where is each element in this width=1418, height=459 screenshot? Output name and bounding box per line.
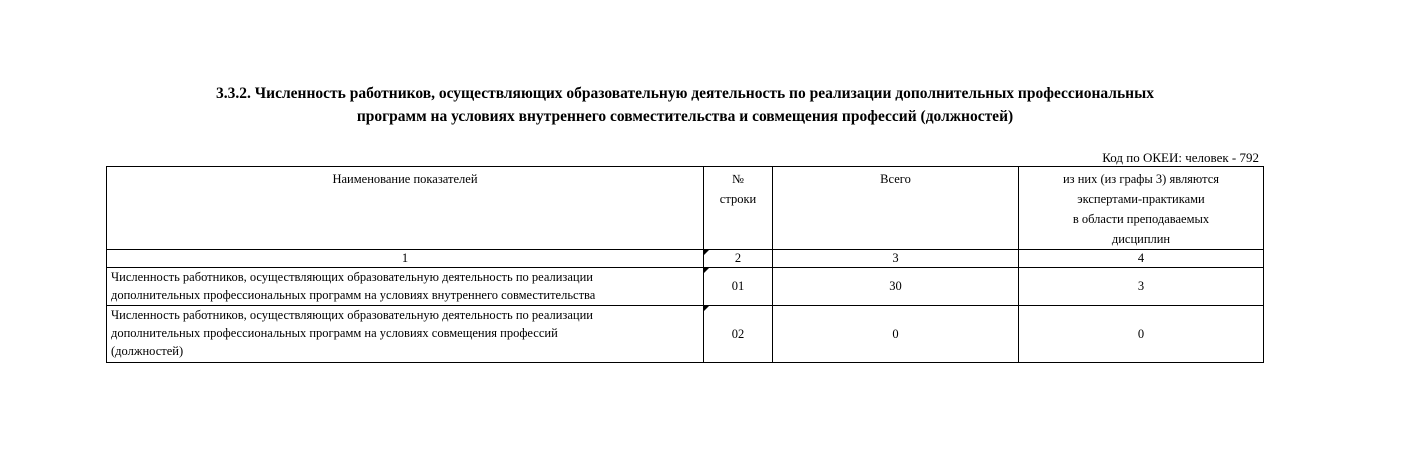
header-experts: из них (из графы 3) являются экспертами-практиками в области преподаваемых дисциплин [1019, 167, 1264, 250]
cell-corner-marker [704, 306, 709, 311]
header-row-number: № строки [704, 167, 773, 250]
column-number: 1 [107, 250, 704, 268]
column-number: 2 [704, 250, 773, 268]
section-title-line-1: 3.3.2. Численность работников, осуществляющих образовательную деятельность по реализации дополнительных профессиональных [216, 85, 1154, 102]
row-indicator-name: Численность работников, осуществляющих образовательную деятельность по реализации дополнительных профессиональных программ на условиях совмещения профессий (должностей) [107, 306, 704, 363]
column-number-row [107, 250, 1264, 268]
table-row [107, 268, 1264, 306]
okei-code: Код по ОКЕИ: человек - 792 [1102, 150, 1259, 165]
column-number: 4 [1019, 250, 1264, 268]
cell-corner-marker [704, 250, 709, 255]
section-title-line-2: программ на условиях внутреннего совместительства и совмещения профессий (должностей) [356, 108, 1014, 125]
row-number-cell: 01 [704, 268, 773, 306]
table-header-row [107, 167, 1264, 250]
table-row [107, 306, 1264, 363]
statistics-table [106, 166, 1264, 363]
row-indicator-name: Численность работников, осуществляющих образовательную деятельность по реализации дополнительных профессиональных программ на условиях внутреннего совместительства [107, 268, 704, 306]
header-total: Всего [773, 167, 1019, 250]
row-number-cell: 02 [704, 306, 773, 363]
row-total-cell: 30 [773, 268, 1019, 306]
row-experts-cell: 3 [1019, 268, 1264, 306]
section-title [110, 82, 1260, 128]
header-indicator-name: Наименование показателей [107, 167, 704, 250]
cell-corner-marker [704, 268, 709, 273]
row-experts-cell: 0 [1019, 306, 1264, 363]
row-total-cell: 0 [773, 306, 1019, 363]
column-number: 3 [773, 250, 1019, 268]
